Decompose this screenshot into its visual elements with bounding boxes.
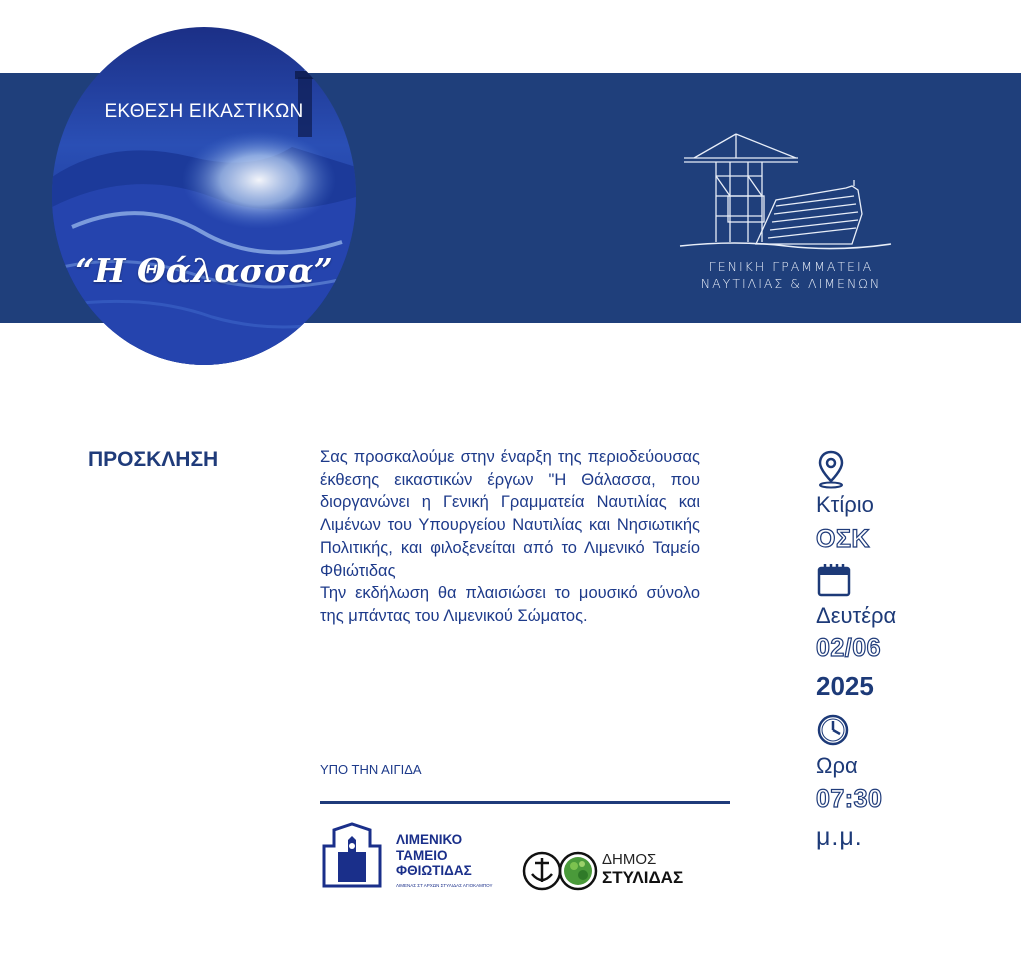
port-fund-line1: ΛΙΜΕΝΙΚΟ	[396, 832, 463, 847]
org-name-line2: ΝΑΥΤΙΛΙΑΣ & ΛΙΜΕΝΩΝ	[700, 276, 882, 291]
municipality-line1: ΔΗΜΟΣ	[602, 851, 657, 868]
invitation-paragraph-1: Σας προσκαλούμε στην έναρξη της περιοδεύουσας έκθεσης εικαστικών έργων "Η Θάλασσα, που διοργανώνει η Γενική Γραμματεία Ναυτιλίας και Λιμένων του Υπουργείου Ναυτιλίας και Νησιωτικής Πολιτικής, και φιλοξενείται από το Λιμενικό Ταμείο Φθιώτιδας	[320, 448, 700, 580]
invitation-paragraph-2: Την εκδήλωση θα πλαισιώσει το μουσικό σύνολο της μπάντας του Λιμενικού Σώματος.	[320, 584, 700, 625]
calendar-icon	[816, 562, 852, 598]
port-fund-logo	[320, 822, 493, 894]
aegis-label: ΥΠΟ ΤΗΝ ΑΙΓΙΔΑ	[320, 762, 422, 777]
port-fund-line3: ΦΘΙΩΤΙΔΑΣ	[396, 863, 472, 878]
port-fund-name	[396, 832, 472, 879]
exhibition-name: “Η Θάλασσα”	[75, 251, 333, 290]
port-fund-subtitle: ΛΙΜΕΝΑΣ ΣΤ ΑΡΧΩΝ ΣΤΥΛΙΔΑΣ ΑΓΙΟΚΑΜΠΟΥ	[396, 883, 493, 888]
year-value: 2025	[816, 671, 874, 701]
sea-painting	[52, 27, 356, 365]
time-suffix: μ.μ.	[816, 823, 863, 851]
day-label: Δευτέρα	[816, 603, 897, 628]
port-fund-line2: ΤΑΜΕΙΟ	[396, 847, 448, 863]
org-name-line1: ΓΕΝΙΚΗ ΓΡΑΜΜΑΤΕΙΑ	[708, 259, 874, 274]
municipality-logo	[522, 848, 692, 894]
location-pin-icon	[816, 449, 846, 489]
invitation-heading: ΠΡΟΣΚΛΗΣΗ	[88, 448, 219, 471]
date-value: 02/06	[816, 634, 882, 662]
invitation-body	[320, 446, 700, 628]
clock-icon	[816, 713, 850, 747]
exhibition-title: ΕΚΘΕΣΗ ΕΙΚΑΣΤΙΚΩΝ	[104, 101, 304, 122]
municipality-emblem-icon	[522, 848, 600, 894]
general-secretariat-logo	[676, 126, 906, 296]
time-label: Ωρα	[816, 753, 858, 778]
location-label: Κτίριο	[816, 492, 874, 517]
port-fund-emblem-icon	[320, 822, 392, 890]
time-value: 07:30	[816, 785, 883, 813]
divider	[320, 801, 730, 804]
municipality-line2: ΣΤΥΛΙΔΑΣ	[602, 868, 684, 887]
location-value: ΟΣΚ	[816, 525, 871, 553]
port-crane-ship-icon	[676, 126, 906, 256]
